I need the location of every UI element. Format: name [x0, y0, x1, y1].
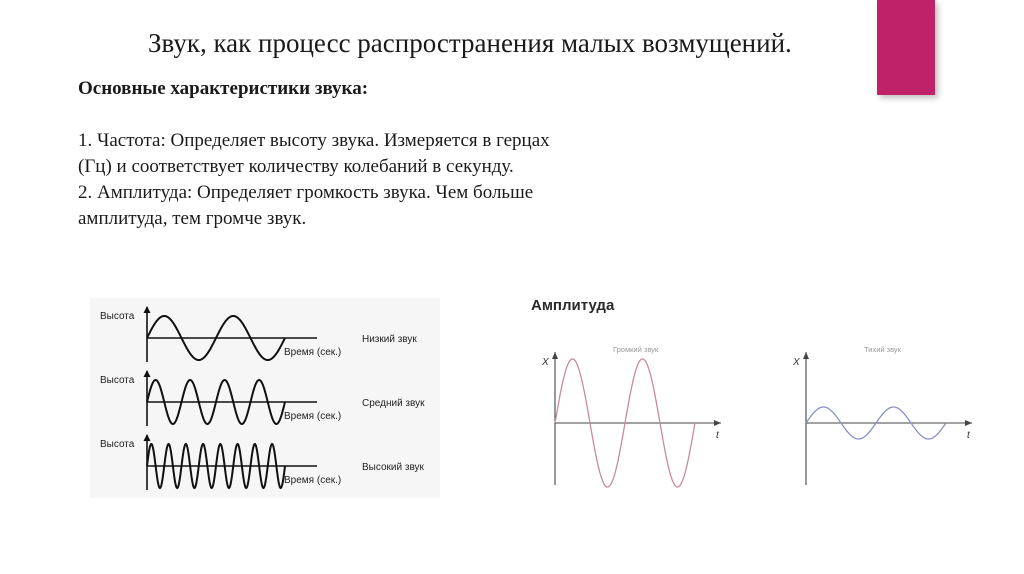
amplitude-figure	[525, 290, 995, 490]
y-axis-arrow	[552, 352, 558, 359]
y-axis-label: Высота	[100, 375, 135, 386]
wave-label: Высокий звук	[362, 462, 424, 473]
corner-decoration	[877, 0, 935, 95]
y-axis-arrow	[803, 352, 809, 359]
wave-label: Средний звук	[362, 398, 425, 409]
amplitude-figure-svg	[525, 290, 995, 490]
x-axis-label: t	[967, 430, 970, 441]
characteristics-heading: Основные характеристики звука:	[78, 78, 369, 99]
point-amplitude: 2. Амплитуда: Определяет громкость звука. Чем больше амплитуда, тем громче звук.	[78, 182, 534, 229]
y-axis-label: Высота	[100, 311, 135, 322]
frequency-figure	[90, 298, 440, 498]
x-axis-label: Время (сек.)	[284, 475, 342, 486]
x-axis-label: Время (сек.)	[284, 411, 342, 422]
x-axis-label: Время (сек.)	[284, 347, 342, 358]
x-axis-arrow	[965, 420, 972, 426]
wave-label: Низкий звук	[362, 334, 417, 345]
panel-label: Громкий звук	[613, 345, 659, 354]
slide-body	[78, 76, 568, 232]
point-frequency: 1. Частота: Определяет высоту звука. Измеряется в герцах (Гц) и соответствует количеству колебаний в секунду.	[78, 130, 550, 177]
x-axis-arrow	[714, 420, 721, 426]
panel-label: Тихий звук	[864, 345, 901, 354]
slide-title: Звук, как процесс распространения малых возмущений.	[148, 28, 792, 58]
frequency-figure-svg	[90, 298, 440, 498]
x-axis-label: t	[716, 430, 719, 441]
amplitude-figure-title: Амплитуда	[531, 297, 615, 314]
y-axis-label: X	[542, 357, 549, 368]
y-axis-label: Высота	[100, 439, 135, 450]
y-axis-label: X	[793, 357, 800, 368]
